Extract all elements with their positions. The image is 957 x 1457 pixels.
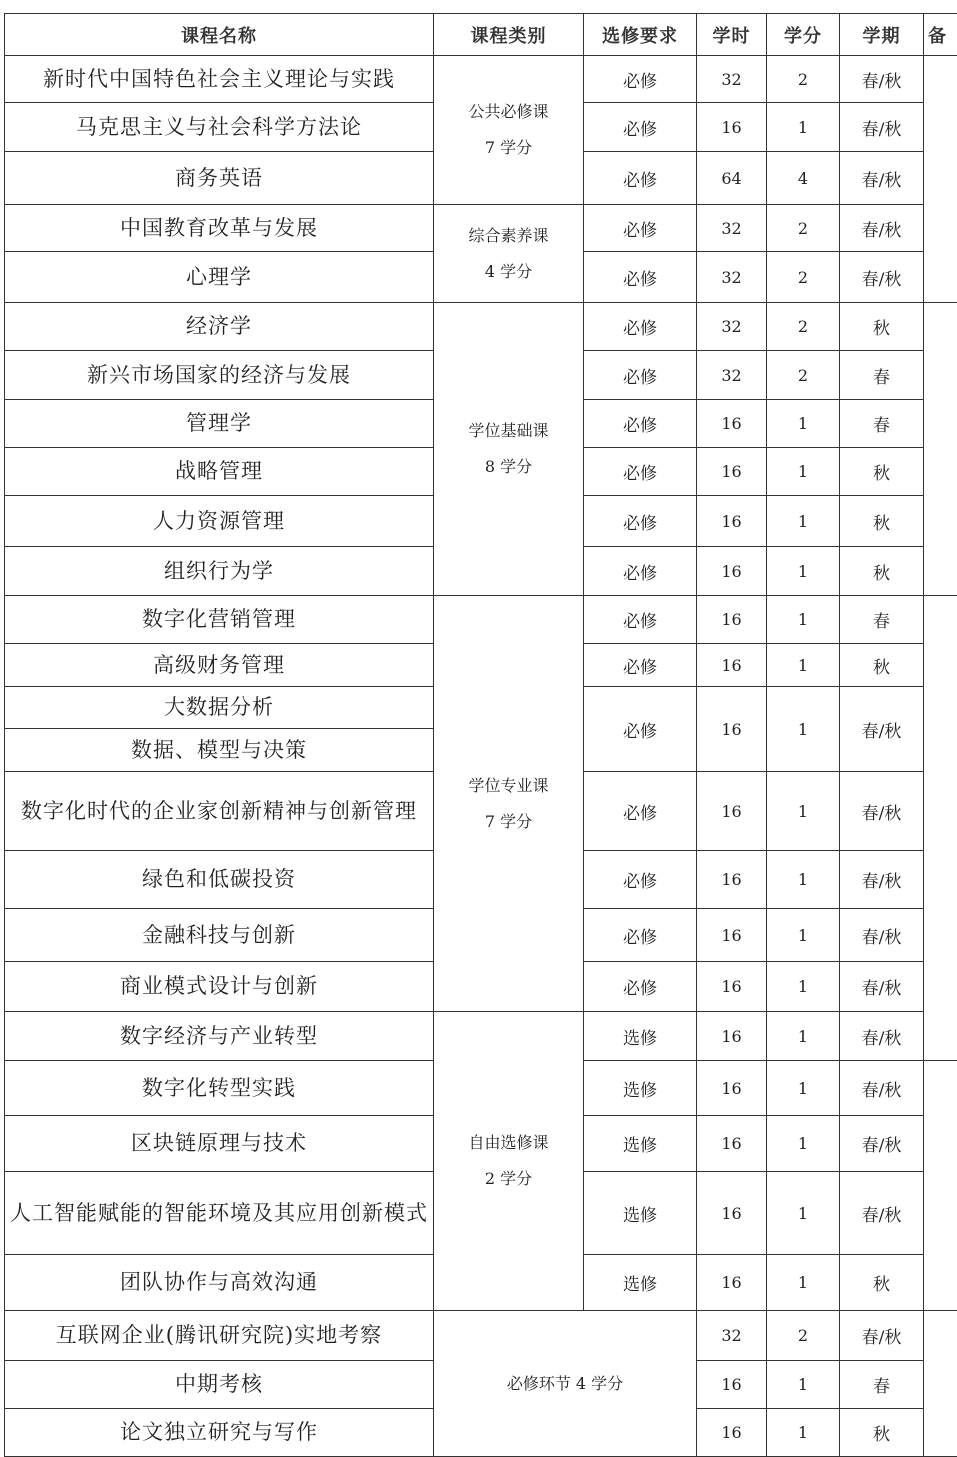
remarks-cell: [924, 596, 957, 1061]
category-name: 综合素养课: [438, 218, 579, 254]
credits: 1: [767, 1409, 840, 1457]
requirement: 必修: [584, 851, 697, 909]
course-name: 数字经济与产业转型: [5, 1012, 434, 1061]
semester: 春/秋: [840, 205, 924, 252]
course-name: 马克思主义与社会科学方法论: [5, 103, 434, 152]
hours: 32: [697, 303, 767, 351]
semester: 春/秋: [840, 851, 924, 909]
course-name: 论文独立研究与写作: [5, 1409, 434, 1457]
semester: 春: [840, 400, 924, 448]
course-name: 人工智能赋能的智能环境及其应用创新模式: [5, 1172, 434, 1255]
semester: 春: [840, 596, 924, 644]
table-row: [5, 56, 957, 103]
category-name: 自由选修课: [438, 1125, 579, 1161]
requirement: 必修: [584, 303, 697, 351]
semester: 春/秋: [840, 687, 924, 772]
credits: 4: [767, 152, 840, 205]
semester: 秋: [840, 1255, 924, 1311]
hours: 16: [697, 1116, 767, 1172]
requirement: 必修: [584, 205, 697, 252]
credits: 1: [767, 1255, 840, 1311]
credits: 1: [767, 962, 840, 1012]
requirement: 必修: [584, 448, 697, 496]
table-row: [5, 1311, 957, 1361]
hours: 16: [697, 596, 767, 644]
header-course-category: 课程类别: [434, 14, 584, 56]
curriculum-table: [4, 13, 957, 1457]
header-semester: 学期: [840, 14, 924, 56]
hours: 16: [697, 687, 767, 772]
requirement: 选修: [584, 1012, 697, 1061]
category-cell: [434, 56, 584, 205]
credits: 1: [767, 1061, 840, 1116]
header-credits: 学分: [767, 14, 840, 56]
semester: 春/秋: [840, 56, 924, 103]
category-name: 学位基础课: [438, 413, 579, 449]
requirement: 必修: [584, 56, 697, 103]
requirement: 必修: [584, 909, 697, 962]
credits: 2: [767, 303, 840, 351]
requirement: 必修: [584, 496, 697, 547]
semester: 春/秋: [840, 103, 924, 152]
semester: 秋: [840, 496, 924, 547]
credits: 1: [767, 103, 840, 152]
header-hours: 学时: [697, 14, 767, 56]
category-cell: [434, 205, 584, 303]
course-name: 区块链原理与技术: [5, 1116, 434, 1172]
course-name: 新兴市场国家的经济与发展: [5, 351, 434, 400]
credits: 1: [767, 1361, 840, 1409]
semester: 春: [840, 1361, 924, 1409]
semester: 秋: [840, 448, 924, 496]
requirement: 必修: [584, 547, 697, 596]
category-cell: [434, 303, 584, 596]
course-name: 人力资源管理: [5, 496, 434, 547]
hours: 16: [697, 772, 767, 851]
category-credits: 2 学分: [438, 1161, 579, 1197]
header-row: [5, 14, 957, 56]
remarks-cell: [924, 303, 957, 596]
credits: 1: [767, 547, 840, 596]
hours: 64: [697, 152, 767, 205]
course-name: 金融科技与创新: [5, 909, 434, 962]
credits: 2: [767, 252, 840, 303]
requirement: 必修: [584, 252, 697, 303]
semester: 春/秋: [840, 1311, 924, 1361]
semester: 秋: [840, 547, 924, 596]
credits: 2: [767, 351, 840, 400]
remarks-cell: [924, 56, 957, 303]
table-row: [5, 205, 957, 252]
hours: 32: [697, 351, 767, 400]
course-name: 战略管理: [5, 448, 434, 496]
hours: 16: [697, 851, 767, 909]
hours: 16: [697, 1061, 767, 1116]
category-credits: 7 学分: [438, 130, 579, 166]
course-name: 中期考核: [5, 1361, 434, 1409]
course-name: 经济学: [5, 303, 434, 351]
semester: 春/秋: [840, 1116, 924, 1172]
credits: 1: [767, 1012, 840, 1061]
credits: 2: [767, 1311, 840, 1361]
course-name: 管理学: [5, 400, 434, 448]
semester: 春/秋: [840, 962, 924, 1012]
credits: 1: [767, 496, 840, 547]
hours: 16: [697, 1172, 767, 1255]
hours: 16: [697, 448, 767, 496]
hours: 32: [697, 205, 767, 252]
header-elective-requirement: 选修要求: [584, 14, 697, 56]
hours: 16: [697, 962, 767, 1012]
semester: 春/秋: [840, 1172, 924, 1255]
category-cell: [434, 1012, 584, 1311]
hours: 16: [697, 103, 767, 152]
hours: 32: [697, 252, 767, 303]
requirement: 必修: [584, 351, 697, 400]
credits: 1: [767, 596, 840, 644]
hours: 32: [697, 1311, 767, 1361]
requirement: 必修: [584, 103, 697, 152]
table-row: [5, 303, 957, 351]
hours: 16: [697, 547, 767, 596]
semester: 春/秋: [840, 1012, 924, 1061]
course-name: 数字化时代的企业家创新精神与创新管理: [5, 772, 434, 851]
semester: 春/秋: [840, 252, 924, 303]
requirement: 必修: [584, 400, 697, 448]
category-credits: 7 学分: [438, 804, 579, 840]
course-name: 组织行为学: [5, 547, 434, 596]
category-name: 公共必修课: [438, 94, 579, 130]
category-credits: 8 学分: [438, 449, 579, 485]
hours: 16: [697, 1255, 767, 1311]
requirement: 选修: [584, 1061, 697, 1116]
category-cell: [434, 596, 584, 1012]
semester: 春/秋: [840, 909, 924, 962]
credits: 1: [767, 687, 840, 772]
requirement: 必修: [584, 772, 697, 851]
requirement: 选修: [584, 1255, 697, 1311]
course-name: 中国教育改革与发展: [5, 205, 434, 252]
course-name: 绿色和低碳投资: [5, 851, 434, 909]
requirement: 必修: [584, 687, 697, 772]
requirement: 选修: [584, 1116, 697, 1172]
hours: 16: [697, 400, 767, 448]
semester: 春/秋: [840, 1061, 924, 1116]
category-credits: 4 学分: [438, 254, 579, 290]
semester: 秋: [840, 644, 924, 687]
semester: 秋: [840, 1409, 924, 1457]
hours: 16: [697, 644, 767, 687]
course-name: 数据、模型与决策: [5, 729, 434, 772]
credits: 1: [767, 400, 840, 448]
course-name: 高级财务管理: [5, 644, 434, 687]
remarks-cell: [924, 1311, 957, 1457]
course-name: 新时代中国特色社会主义理论与实践: [5, 56, 434, 103]
requirement: 必修: [584, 962, 697, 1012]
hours: 16: [697, 1012, 767, 1061]
hours: 16: [697, 909, 767, 962]
semester: 春/秋: [840, 152, 924, 205]
category-name: 学位专业课: [438, 768, 579, 804]
requirement: 选修: [584, 1172, 697, 1255]
header-remarks: 备: [924, 14, 957, 56]
course-name: 心理学: [5, 252, 434, 303]
credits: 2: [767, 205, 840, 252]
requirement: 必修: [584, 596, 697, 644]
table-row: [5, 596, 957, 644]
credits: 1: [767, 448, 840, 496]
semester: 春/秋: [840, 772, 924, 851]
credits: 1: [767, 772, 840, 851]
category-cell: [434, 1311, 697, 1457]
credits: 1: [767, 909, 840, 962]
credits: 1: [767, 851, 840, 909]
credits: 1: [767, 1172, 840, 1255]
semester: 春: [840, 351, 924, 400]
semester: 秋: [840, 303, 924, 351]
credits: 2: [767, 56, 840, 103]
course-name: 大数据分析: [5, 687, 434, 729]
course-name: 数字化营销管理: [5, 596, 434, 644]
credits: 1: [767, 1116, 840, 1172]
hours: 16: [697, 1409, 767, 1457]
hours: 32: [697, 56, 767, 103]
table-row: [5, 1012, 957, 1061]
category-name: 必修环节 4 学分: [438, 1366, 692, 1402]
course-name: 数字化转型实践: [5, 1061, 434, 1116]
header-course-name: 课程名称: [5, 14, 434, 56]
course-name: 商业模式设计与创新: [5, 962, 434, 1012]
hours: 16: [697, 496, 767, 547]
credits: 1: [767, 644, 840, 687]
requirement: 必修: [584, 644, 697, 687]
hours: 16: [697, 1361, 767, 1409]
course-name: 商务英语: [5, 152, 434, 205]
requirement: 必修: [584, 152, 697, 205]
course-name: 团队协作与高效沟通: [5, 1255, 434, 1311]
course-name: 互联网企业(腾讯研究院)实地考察: [5, 1311, 434, 1361]
